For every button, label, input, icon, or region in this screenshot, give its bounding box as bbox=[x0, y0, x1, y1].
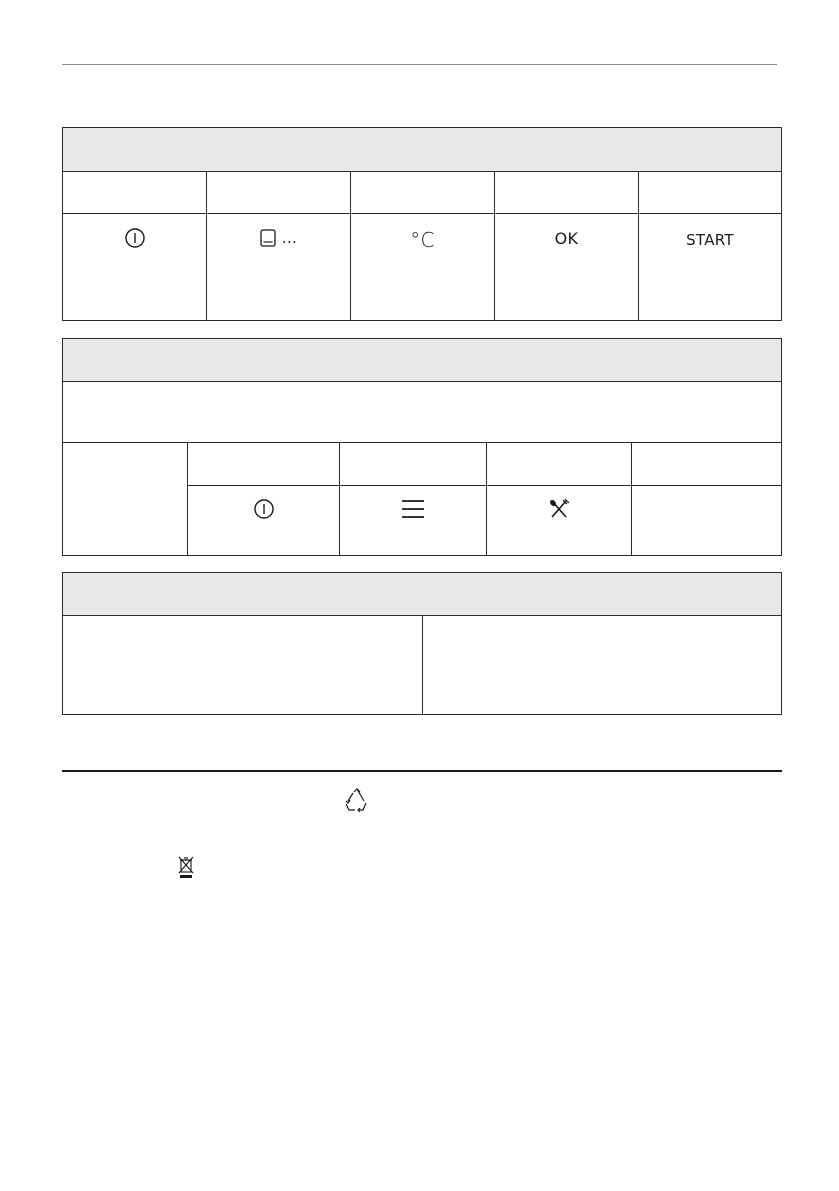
table-1-symbol-cell bbox=[495, 214, 639, 320]
cooking-tools-icon bbox=[487, 497, 631, 521]
table-2-grid bbox=[188, 443, 781, 555]
table-1-symbol-row bbox=[63, 214, 781, 320]
power-icon bbox=[188, 497, 339, 521]
table-2-symbol-row bbox=[188, 486, 781, 555]
table-2-label-row bbox=[188, 443, 781, 486]
ok-symbol bbox=[495, 226, 638, 250]
power-icon bbox=[63, 226, 206, 250]
table-2-label-cell bbox=[340, 443, 487, 485]
table-2-symbol-cell bbox=[487, 486, 632, 555]
table-1-label-row bbox=[63, 172, 781, 214]
table-1-symbol-cell bbox=[351, 214, 495, 320]
table-3-body-row bbox=[63, 616, 781, 714]
table-1-symbol-cell bbox=[639, 214, 781, 320]
menu-icon bbox=[340, 497, 486, 521]
table-1-symbol-cell bbox=[207, 214, 351, 320]
table-1-symbol-cell bbox=[63, 214, 207, 320]
weee-bin-icon bbox=[178, 856, 194, 884]
table-3-header bbox=[63, 573, 781, 616]
recycle-icon bbox=[344, 788, 370, 818]
table-2 bbox=[62, 338, 782, 556]
start-label: START bbox=[686, 231, 734, 249]
table-2-symbol-cell bbox=[632, 486, 781, 555]
temperature-icon bbox=[351, 228, 494, 252]
table-2-body bbox=[63, 443, 781, 555]
table-2-header bbox=[63, 339, 781, 382]
table-1 bbox=[62, 127, 782, 321]
table-2-description-row bbox=[63, 382, 781, 443]
table-2-symbol-cell bbox=[340, 486, 487, 555]
ellipsis-text: ... bbox=[281, 229, 298, 247]
table-1-label-cell bbox=[639, 172, 781, 213]
table-1-header bbox=[63, 128, 781, 172]
table-2-label-cell bbox=[632, 443, 781, 485]
table-3-left-cell bbox=[63, 616, 423, 714]
table-2-label-cell bbox=[487, 443, 632, 485]
section-rule bbox=[62, 770, 782, 772]
top-rule bbox=[62, 64, 777, 65]
table-2-merged-cell bbox=[63, 443, 188, 555]
table-2-symbol-cell bbox=[188, 486, 340, 555]
table-3 bbox=[62, 572, 782, 715]
start-symbol bbox=[639, 228, 781, 252]
celsius-text: °C bbox=[410, 228, 435, 252]
table-3-right-cell bbox=[423, 616, 781, 714]
table-2-label-cell bbox=[188, 443, 340, 485]
table-1-label-cell bbox=[63, 172, 207, 213]
table-1-label-cell bbox=[207, 172, 351, 213]
ok-label: OK bbox=[554, 228, 579, 248]
oven-function-icon bbox=[207, 226, 350, 250]
table-1-label-cell bbox=[495, 172, 639, 213]
table-1-label-cell bbox=[351, 172, 495, 213]
